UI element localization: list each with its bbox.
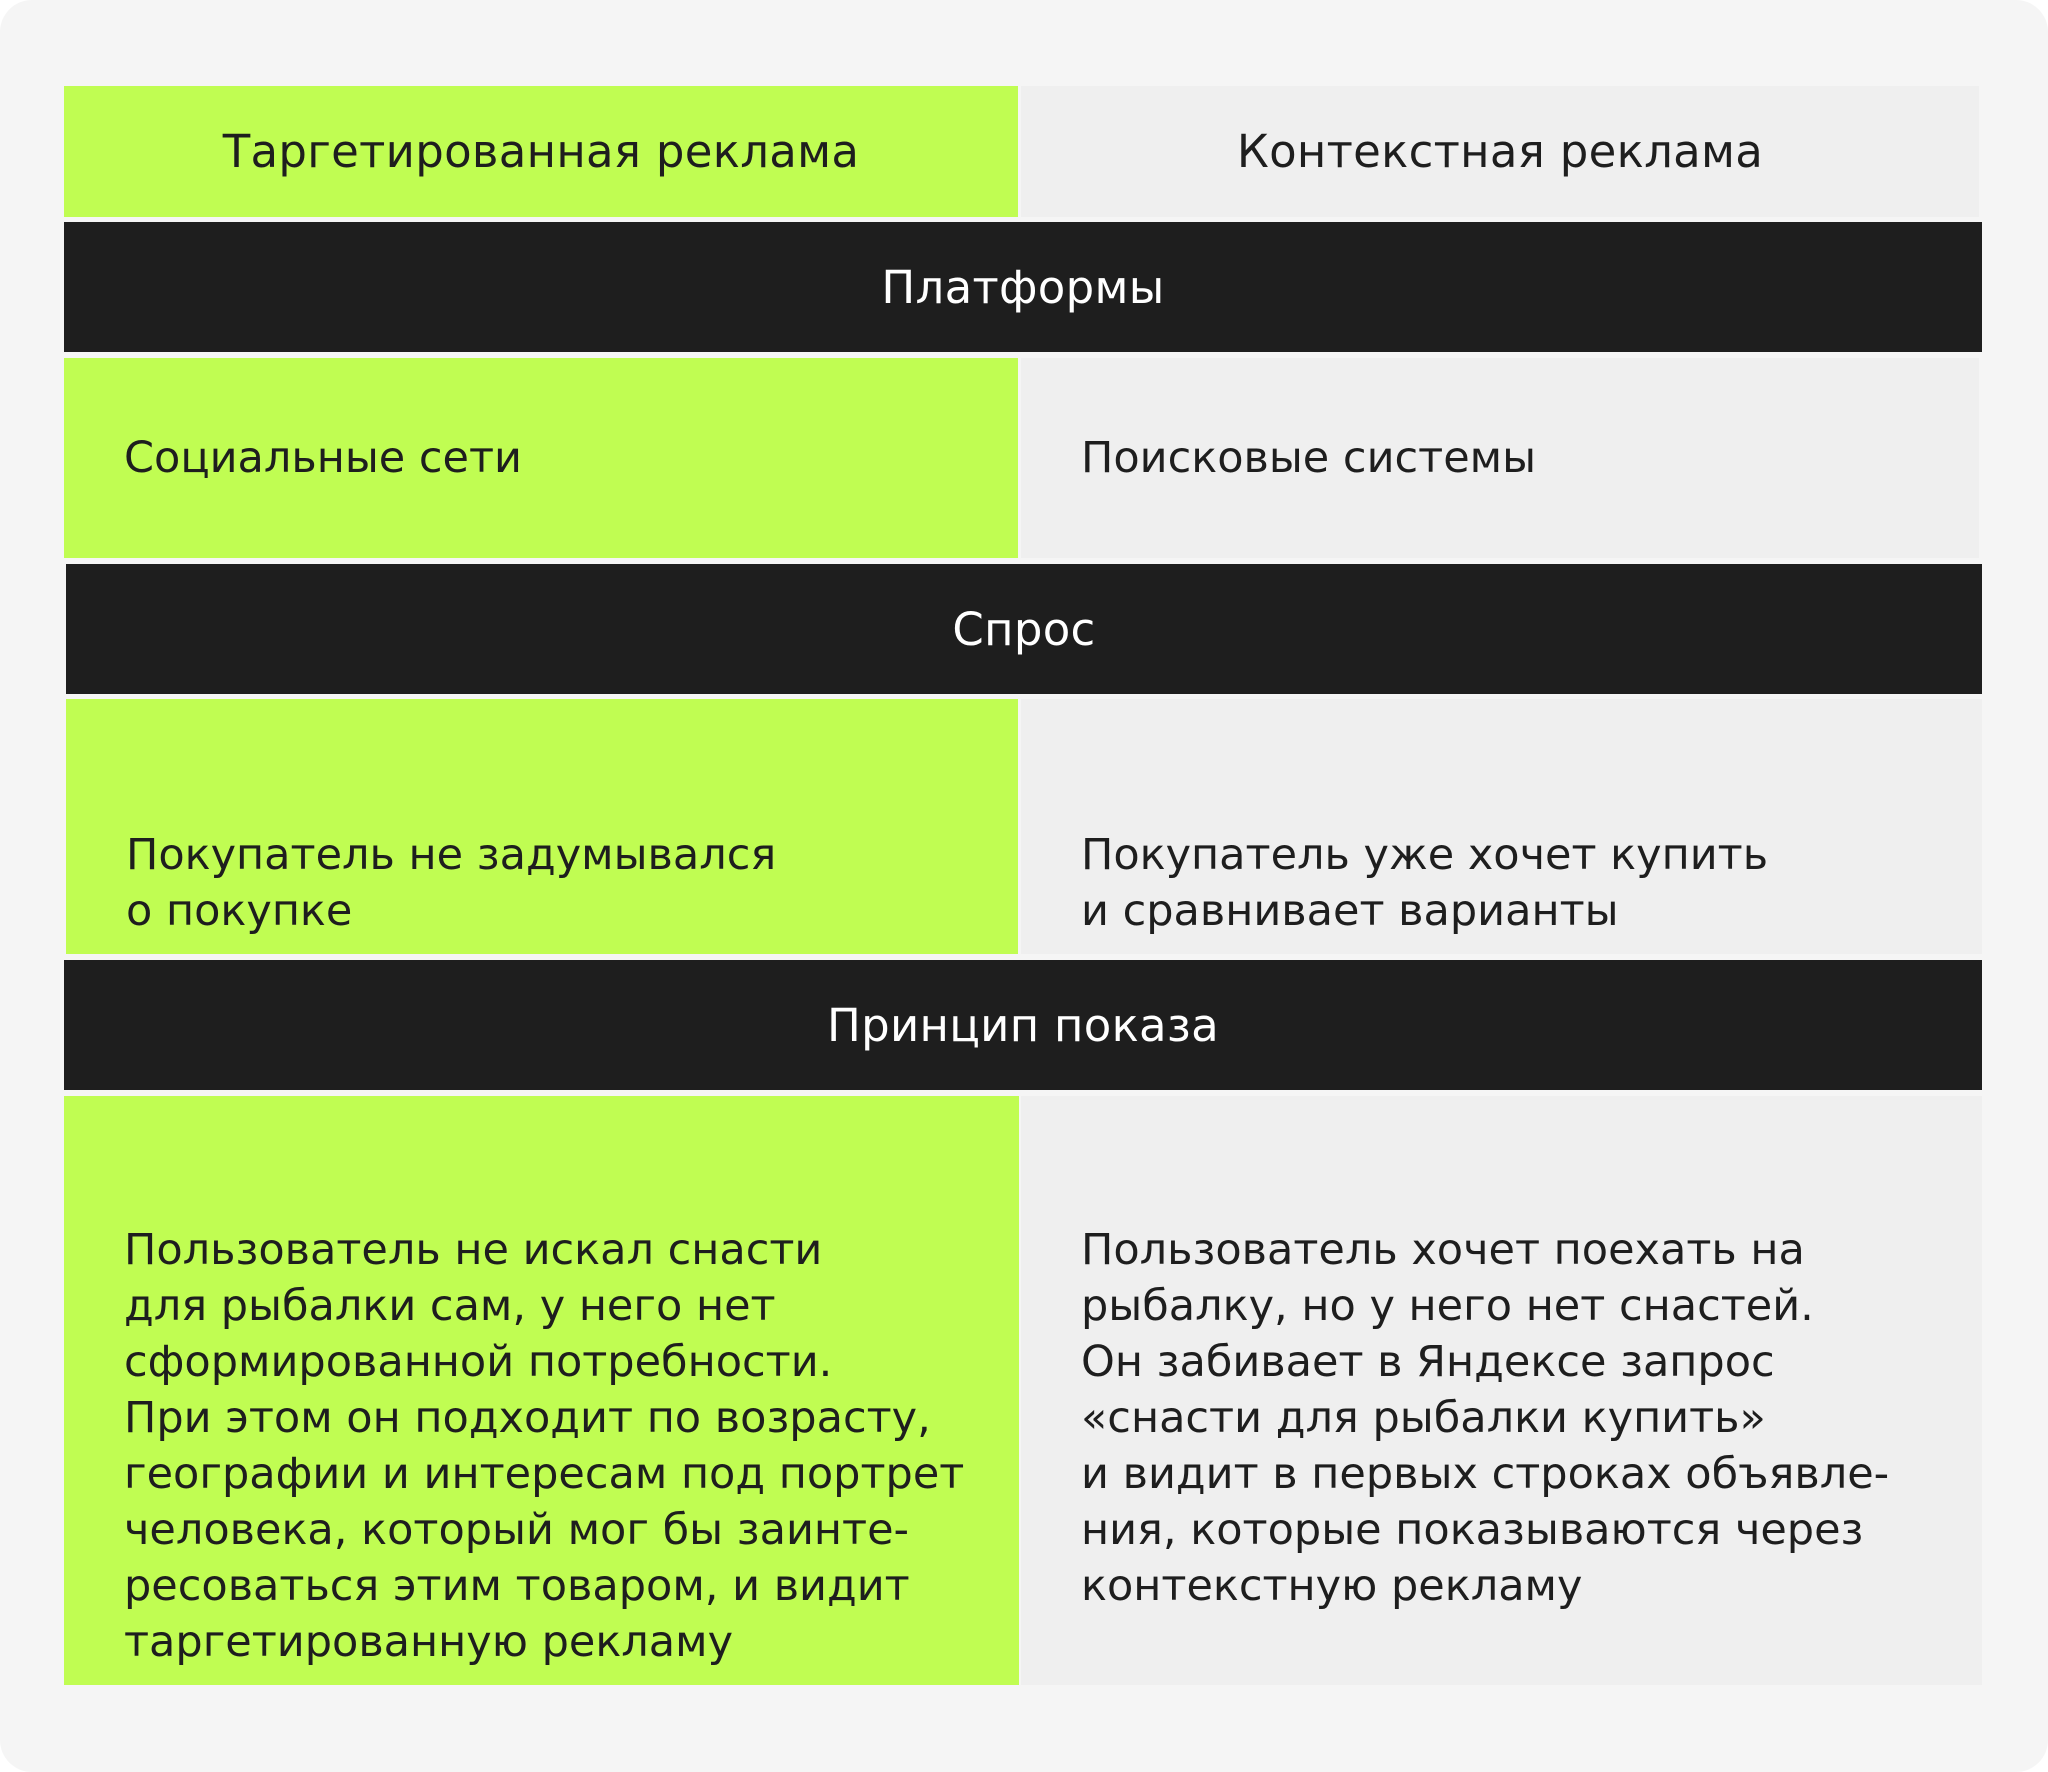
section-title-platforms: Платформы <box>881 260 1165 314</box>
cell-demand-contextual <box>1021 699 1982 954</box>
cell-platforms-targeted-text: Социальные сети <box>124 433 523 483</box>
cell-display-targeted <box>64 1096 1019 1685</box>
cell-demand-contextual-text: Покупатель уже хочет купить и сравнивает варианты <box>1081 830 1769 936</box>
cell-platforms-contextual <box>1021 358 1979 558</box>
section-band-display-principle <box>64 960 1982 1090</box>
section-title-display-principle: Принцип показа <box>826 998 1220 1052</box>
column-header-targeted <box>64 86 1018 217</box>
cell-display-targeted-text: Пользователь не искал снасти для рыбалки сам, у него нет сформированной потребности. При этом он подходит по возрасту, географии и интересам под портрет человека, который мог бы заинте- ресоваться этим товаром, и видит таргетированную рекламу <box>124 1225 965 1667</box>
cell-display-contextual-text: Пользователь хочет поехать на рыбалку, но у него нет снастей. Он забивает в Яндексе запрос «снасти для рыбалки купить» и видит в первых строках объявле- ния, которые показываются через контекстную рекламу <box>1081 1225 1890 1611</box>
cell-display-contextual <box>1021 1096 1982 1685</box>
cell-demand-targeted <box>66 699 1018 954</box>
cell-platforms-targeted <box>64 358 1018 558</box>
section-band-demand <box>66 564 1982 694</box>
column-header-contextual-label: Контекстная реклама <box>1236 125 1764 178</box>
column-header-contextual <box>1021 86 1979 217</box>
section-band-platforms <box>64 222 1982 352</box>
column-header-targeted-label: Таргетированная реклама <box>222 125 860 178</box>
cell-platforms-contextual-text: Поисковые системы <box>1081 433 1537 483</box>
cell-demand-targeted-text: Покупатель не задумывался о покупке <box>126 830 777 936</box>
section-title-demand: Спрос <box>952 602 1096 656</box>
